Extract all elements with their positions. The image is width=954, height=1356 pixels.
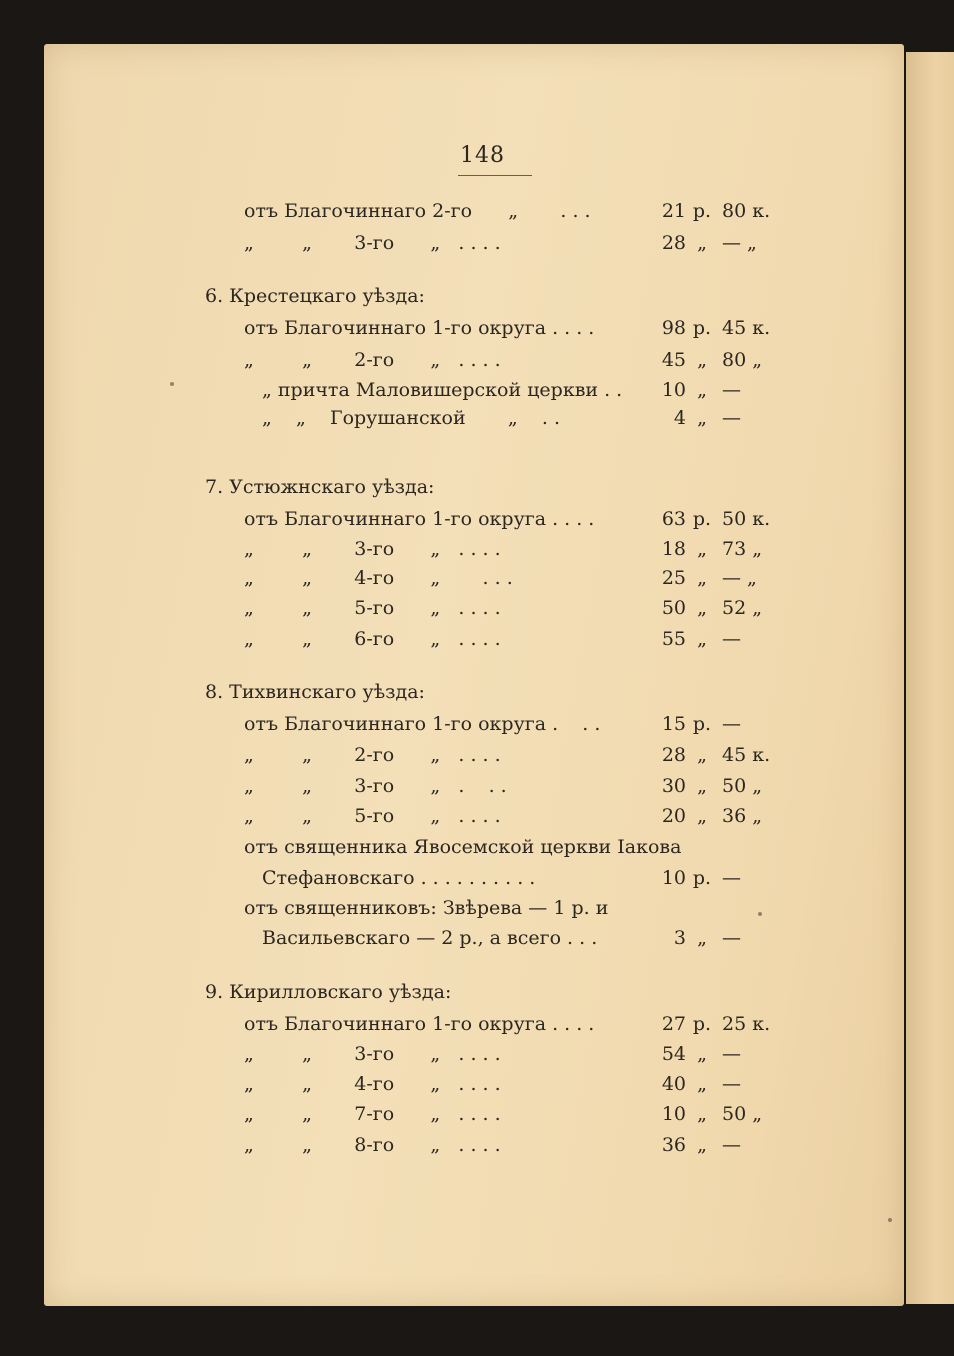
district-heading: 9. Кирилловскаго уѣзда: xyxy=(205,981,452,1003)
entry-label: „ „ 3-го „ . . . . xyxy=(244,232,501,254)
entry-label: „ „ 4-го „ . . . . xyxy=(244,1073,501,1095)
ruble-mark: „ xyxy=(697,597,707,619)
amount-rubles: 18 xyxy=(661,538,686,560)
ruble-mark: р. xyxy=(692,1013,712,1035)
entry-label: отъ священниковъ: Звѣрева — 1 р. и xyxy=(244,897,609,919)
amount-rubles: 25 xyxy=(661,567,686,589)
amount-rubles: 20 xyxy=(661,805,686,827)
amount-rubles: 54 xyxy=(661,1043,686,1065)
amount-kopeks: 45 к. xyxy=(722,317,771,339)
ruble-mark: р. xyxy=(692,508,712,530)
amount-kopeks: 73 „ xyxy=(722,538,763,560)
ruble-mark: р. xyxy=(692,317,712,339)
amount-rubles: 4 xyxy=(673,407,686,429)
ruble-mark: „ xyxy=(697,232,707,254)
paper-speck xyxy=(758,912,762,916)
amount-rubles: 40 xyxy=(661,1073,686,1095)
entry-label: „ „ 5-го „ . . . . xyxy=(244,805,501,827)
entry-label: отъ священника Явосемской церкви Іакова xyxy=(244,836,682,858)
amount-kopeks: 45 к. xyxy=(722,744,771,766)
ruble-mark: „ xyxy=(697,379,707,401)
ruble-mark: р. xyxy=(692,713,712,735)
entry-label: отъ Благочиннаго 2-го „ . . . xyxy=(244,200,591,222)
entry-label: „ „ 3-го „ . . . xyxy=(244,775,507,797)
ruble-mark: „ xyxy=(697,1103,707,1125)
amount-rubles: 30 xyxy=(661,775,686,797)
amount-rubles: 21 xyxy=(661,200,686,222)
ruble-mark: „ xyxy=(697,805,707,827)
ruble-mark: „ xyxy=(697,407,707,429)
ruble-mark: „ xyxy=(697,538,707,560)
amount-kopeks: — xyxy=(722,1043,741,1065)
amount-rubles: 27 xyxy=(661,1013,686,1035)
ruble-mark: „ xyxy=(697,349,707,371)
ruble-mark: р. xyxy=(692,200,712,222)
entry-label: „ „ 8-го „ . . . . xyxy=(244,1134,501,1156)
amount-kopeks: — xyxy=(722,713,741,735)
entry-label: „ „ 7-го „ . . . . xyxy=(244,1103,501,1125)
ruble-mark: р. xyxy=(692,867,712,889)
ruble-mark: „ xyxy=(697,927,707,949)
amount-rubles: 10 xyxy=(661,379,686,401)
entry-label: Стефановскаго . . . . . . . . . . xyxy=(262,867,536,889)
amount-rubles: 28 xyxy=(661,232,686,254)
district-heading: 8. Тихвинскаго уѣзда: xyxy=(205,681,425,703)
entry-label: „ „ 3-го „ . . . . xyxy=(244,538,501,560)
paper-speck xyxy=(888,1218,892,1222)
amount-rubles: 36 xyxy=(661,1134,686,1156)
amount-rubles: 3 xyxy=(673,927,686,949)
amount-kopeks: — xyxy=(722,407,741,429)
amount-rubles: 28 xyxy=(661,744,686,766)
paper-speck xyxy=(170,382,174,386)
amount-kopeks: 80 к. xyxy=(722,200,771,222)
entry-label: „ „ 2-го „ . . . . xyxy=(244,744,501,766)
amount-kopeks: — xyxy=(722,379,741,401)
page-number-rule xyxy=(458,175,532,176)
amount-rubles: 15 xyxy=(661,713,686,735)
ruble-mark: „ xyxy=(697,567,707,589)
entry-label: отъ Благочиннаго 1-го округа . . . xyxy=(244,713,601,735)
amount-rubles: 45 xyxy=(661,349,686,371)
amount-rubles: 10 xyxy=(661,867,686,889)
amount-rubles: 10 xyxy=(661,1103,686,1125)
ruble-mark: „ xyxy=(697,1134,707,1156)
amount-rubles: 50 xyxy=(661,597,686,619)
amount-kopeks: 80 „ xyxy=(722,349,763,371)
ruble-mark: „ xyxy=(697,775,707,797)
amount-rubles: 98 xyxy=(661,317,686,339)
amount-kopeks: 36 „ xyxy=(722,805,763,827)
district-heading: 7. Устюжнскаго уѣзда: xyxy=(205,476,435,498)
amount-rubles: 55 xyxy=(661,628,686,650)
entry-label: отъ Благочиннаго 1-го округа . . . . xyxy=(244,317,595,339)
entry-label: „ „ 4-го „ . . . xyxy=(244,567,513,589)
district-heading: 6. Крестецкаго уѣзда: xyxy=(205,285,425,307)
entry-label: „ „ Горушанской „ . . xyxy=(262,407,561,429)
entry-label: „ „ 6-го „ . . . . xyxy=(244,628,501,650)
ruble-mark: „ xyxy=(697,628,707,650)
amount-kopeks: — xyxy=(722,1073,741,1095)
amount-kopeks: — xyxy=(722,867,741,889)
ruble-mark: „ xyxy=(697,1073,707,1095)
facing-page-edge xyxy=(906,52,954,1304)
entry-label: „ „ 3-го „ . . . . xyxy=(244,1043,501,1065)
amount-kopeks: — „ xyxy=(722,567,757,589)
entry-label: отъ Благочиннаго 1-го округа . . . . xyxy=(244,1013,595,1035)
amount-kopeks: 50 к. xyxy=(722,508,771,530)
page-number: 148 xyxy=(460,143,505,168)
amount-kopeks: — xyxy=(722,927,741,949)
entry-label: Васильевскаго — 2 р., а всего . . . xyxy=(262,927,598,949)
amount-kopeks: 50 „ xyxy=(722,775,763,797)
ruble-mark: „ xyxy=(697,744,707,766)
amount-kopeks: — „ xyxy=(722,232,757,254)
amount-kopeks: 25 к. xyxy=(722,1013,771,1035)
amount-rubles: 63 xyxy=(661,508,686,530)
entry-label: „ „ 2-го „ . . . . xyxy=(244,349,501,371)
amount-kopeks: 52 „ xyxy=(722,597,763,619)
entry-label: „ „ 5-го „ . . . . xyxy=(244,597,501,619)
entry-label: отъ Благочиннаго 1-го округа . . . . xyxy=(244,508,595,530)
amount-kopeks: — xyxy=(722,1134,741,1156)
amount-kopeks: — xyxy=(722,628,741,650)
amount-kopeks: 50 „ xyxy=(722,1103,763,1125)
ruble-mark: „ xyxy=(697,1043,707,1065)
entry-label: „ причта Маловишерской церкви . . xyxy=(262,379,623,401)
